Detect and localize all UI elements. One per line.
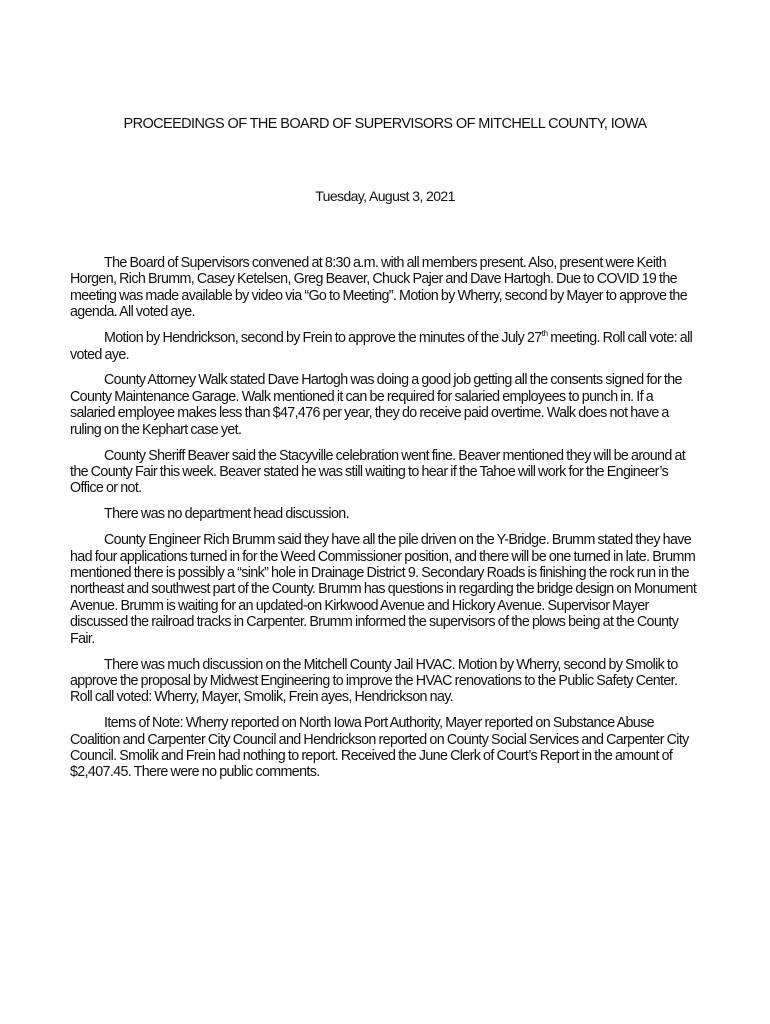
document-title: PROCEEDINGS OF THE BOARD OF SUPERVISORS OF MITCHELL COUNTY, IOWA — [123, 116, 647, 132]
paragraph-items-of-note: Items of Note: Wherry reported on North Iowa Port Authority, Mayer reported on Substance Abuse Coalition and Carpenter City Council and Hendrickson reported on County Social Services and Carpenter City Council. Smolik and Frein had nothing to report. Received the June Clerk of Court’s Report in the amount of $2,407.45. There were no public comments. — [70, 715, 689, 781]
paragraph-attendance: The Board of Supervisors convened at 8:30 a.m. with all members present. Also, present were Keith Horgen, Rich Brumm, Casey Ketelsen, Greg Beaver, Chuck Pajer and Dave Hartogh. Due to COVID 19 the meeting was made available by video via “Go to Meeting”. Motion by Wherry, second by Mayer to approve the agenda. All voted aye. — [70, 255, 688, 321]
paragraph-minutes-approval — [70, 330, 700, 363]
paragraph-minutes-text: Motion by Hendrickson, second by Frein to approve the minutes of the July 27 — [104, 330, 542, 347]
paragraph-county-engineer: County Engineer Rich Brumm said they have all the pile driven on the Y-Bridge. Brumm stated they have had four applications turned in for the Weed Commissioner position, and there will be one turned in late. Brumm mentioned there is possibly a “sink” hole in Drainage District 9. Secondary Roads is finishing the rock run in the northeast and southwest part of the County. Brumm has questions in regarding the bridge design on Monument Avenue. Brumm is waiting for an updated-on Kirkwood Avenue and Hickory Avenue. Supervisor Mayer discussed the railroad tracks in Carpenter. Brumm informed the supervisors of the plows being at the County Fair. — [70, 532, 697, 647]
paragraph-county-attorney: County Attorney Walk stated Dave Hartogh was doing a good job getting all the consents signed for the County Maintenance Garage. Walk mentioned it can be required for salaried employees to punch in. If a salaried employee makes less than $47,476 per year, they do receive paid overtime. Walk does not have a ruling on the Kephart case yet. — [70, 372, 682, 438]
ordinal-suffix: th — [541, 328, 548, 339]
paragraph-minutes-text-end: meeting. Roll call vote: all voted aye. — [70, 330, 693, 363]
paragraph-department-heads: There was no department head discussion. — [104, 506, 349, 523]
meeting-date: Tuesday, August 3, 2021 — [315, 188, 455, 204]
document-body — [70, 255, 700, 790]
paragraph-jail-hvac: There was much discussion on the Mitchell County Jail HVAC. Motion by Wherry, second by Smolik to approve the proposal by Midwest Engineering to improve the HVAC renovations to the Public Safety Center. Roll call voted: Wherry, Mayer, Smolik, Frein ayes, Hendrickson nay. — [70, 656, 678, 706]
paragraph-county-sheriff: County Sheriff Beaver said the Stacyville celebration went fine. Beaver mentioned they will be around at the County Fair this week. Beaver stated he was still waiting to hear if the Tahoe will work for the Engineer’s Office or not. — [70, 447, 686, 497]
